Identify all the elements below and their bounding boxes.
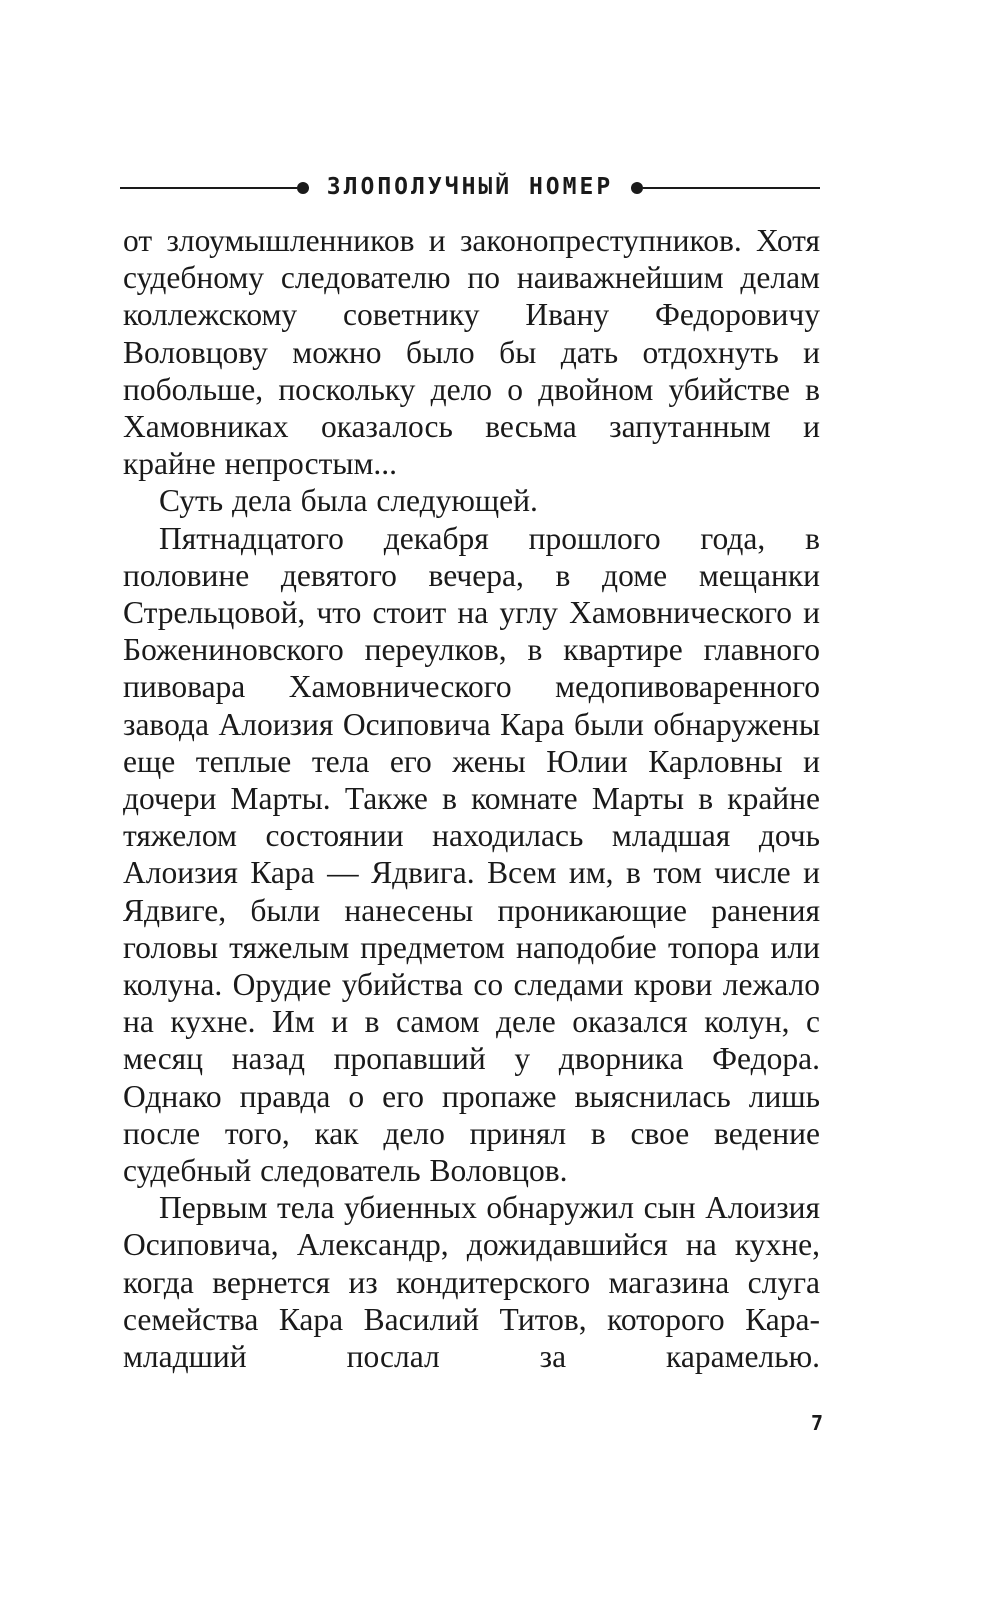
body-text bbox=[123, 222, 820, 1375]
header-rule-left bbox=[120, 187, 297, 189]
header-bullet-left bbox=[297, 182, 309, 194]
header-bullet-right bbox=[631, 182, 643, 194]
paragraph: Пятнадцатого декабря прошлого года, в половине девятого вечера, в доме мещанки Стрельцовой, что стоит на углу Хамовнического и Божениновского переулков, в квартире главного пивовара Хамовнического медопивоваренного завода Алоизия Осиповича Кара были обнаружены еще теплые тела его жены Юлии Карловны и дочери Марты. Также в комнате Марты в крайне тяжелом состоянии находилась младшая дочь Алоизия Кара — Ядвига. Всем им, в том числе и Ядвиге, были нанесены проникающие ранения головы тяжелым предметом наподобие топора или колуна. Орудие убийства со следами крови лежало на кухне. Им и в самом деле оказался колун, с месяц назад пропавший у дворника Федора. Однако правда о его пропаже выяснилась лишь после того, как дело принял в свое ведение судебный следователь Воловцов. bbox=[123, 520, 820, 1189]
paragraph: Первым тела убиенных обнаружил сын Алоизия Осиповича, Александр, дожидавшийся на кухне, когда вернется из кондитерского магазина слуга семейства Кара Василий Титов, которого Кара-младший послал за карамелью. bbox=[123, 1190, 820, 1375]
header-rule-right bbox=[643, 187, 820, 189]
running-head bbox=[120, 170, 820, 204]
paragraph: от злоумышленников и законопреступников. Хотя судебному следователю по наиважнейшим делам коллежскому советнику Ивану Федоровичу Воловцову можно было бы дать отдохнуть и побольше, поскольку дело о двойном убийстве в Хамовниках оказалось весьма запутанным и крайне непростым... bbox=[123, 223, 820, 482]
book-title: ЗЛОПОЛУЧНЫЙ НОМЕР bbox=[326, 174, 614, 200]
page-number: 7 bbox=[810, 1411, 824, 1435]
paragraph: Суть дела была следующей. bbox=[159, 483, 538, 519]
